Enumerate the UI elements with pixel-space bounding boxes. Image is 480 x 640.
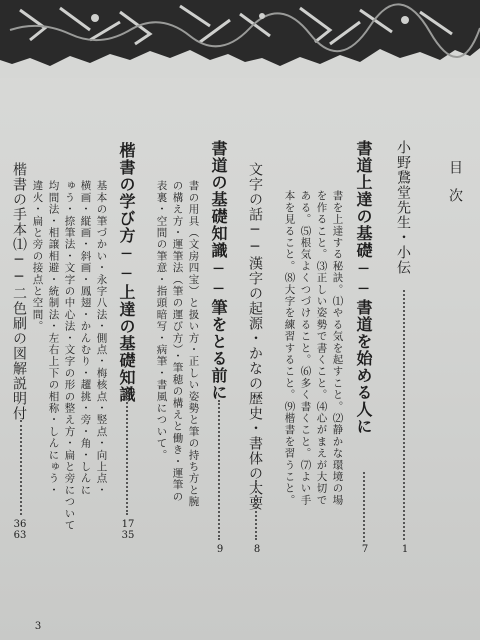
toc-entry-6-title[interactable]: 楷書の手本⑴──二色刷の図解説明付 [11,162,27,421]
toc-entry-2-title[interactable]: 書道上達の基礎──書道を始める人に [354,140,373,435]
toc-entry-1-page: 1 [401,544,409,555]
toc-leader-2 [363,472,365,542]
toc-entry-1-title[interactable]: 小野鵞堂先生・小伝 [395,140,411,275]
toc-entry-4-desc-2: の構え方・運筆法（筆の運び方）・筆穂の構えと働き・運筆の [171,180,184,503]
toc-entry-5-desc-2: 横画・縦画・斜画・鳳翅・かんむり・趯挑・旁・角・しんに [79,180,92,496]
toc-entry-2-page: 7 [361,544,369,555]
toc-entry-4-title[interactable]: 書道の基礎知識──筆をとる前に [209,140,228,401]
toc-entry-5-title[interactable]: 楷書の学び方──上達の基礎知識 [117,142,136,403]
toc-leader-6 [20,420,22,515]
toc-entry-5-desc-3: ゅう・捺筆法・文字の中心法・文字の形の整え方・扁と旁について [63,180,76,531]
toc-entry-2-desc-2: を作ること。⑶正しい姿勢で書くこと。⑷心がまえが大切で [315,190,328,506]
toc-entry-5-desc-4: 均間法・相譲相避・統制法・左右上下の相称・しんにゅう・ [47,180,60,496]
toc-heading: 目次 [447,160,463,216]
toc-entry-5-desc-5: 違火・扁と旁の接点と空間。 [31,180,44,333]
toc-entry-2-desc-1: 書を上達する秘訣。⑴やる気を起すこと。⑵静かな環境の場 [331,190,344,506]
toc-entry-4-desc-3: 表裏・空間の筆意・指頭暗写・病筆・書風について。 [155,180,168,461]
toc-entry-2-desc-3: ある。⑸根気よくつづけること。⑹多く書くこと。⑺よい手 [299,190,312,506]
toc-leader-1 [403,290,405,540]
toc-leader-5 [126,395,128,515]
toc-entry-6-page: 36 63 [13,519,27,541]
toc-entry-2-desc-4: 本を見ること。⑻大字を練習すること。⑼楷書を習うこと。 [283,190,296,506]
toc-entry-5-desc-1: 基本の筆づかい・永字八法・側点・梅核点・竪点・向上点・ [95,180,108,496]
toc-leader-3 [255,480,257,540]
toc-entry-3-page: 8 [253,544,261,555]
toc-entry-4-page: 9 [216,544,224,555]
toc-entry-3-title[interactable]: 文字の話──漢字の起源・かなの歴史・書体の大要 [247,162,263,511]
header-illustration [0,0,480,78]
toc-leader-4 [218,400,220,540]
toc-entry-5-page: 17 35 [121,519,135,541]
toc-entry-4-desc-1: 書の用具（文房四宝）と扱い方・正しい姿勢と筆の持ち方と腕 [187,180,200,508]
page-number: 3 [34,621,42,632]
